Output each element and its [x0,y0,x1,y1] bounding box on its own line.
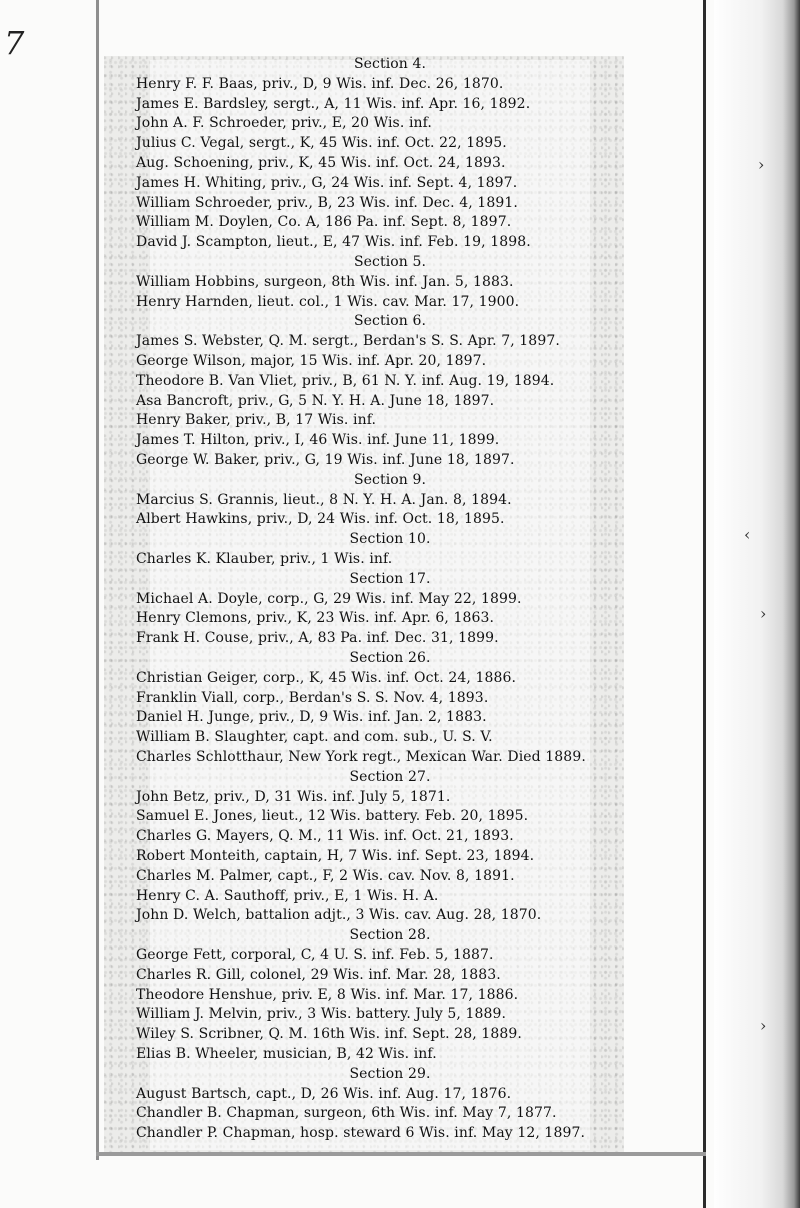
roster-entry: William J. Melvin, priv., 3 Wis. battery. July 5, 1889. [136,1006,507,1023]
roster-entry: Asa Bancroft, priv., G, 5 N. Y. H. A. June 18, 1897. [136,392,495,409]
section-heading: Section 4. [353,56,427,72]
page-number-mark: 7 [4,24,25,62]
section-heading: Section 26. [349,650,431,666]
margin-tick: › [760,1016,767,1035]
roster-entry: William Hobbins, surgeon, 8th Wis. inf. Jan. 5, 1883. [136,273,514,290]
section-heading: Section 10. [349,531,431,548]
margin-tick: › [758,155,765,174]
roster-entry: George Fett, corporal, C, 4 U. S. inf. Feb. 5, 1887. [136,947,494,963]
roster-entry: Wiley S. Scribner, Q. M. 16th Wis. inf. Sept. 28, 1889. [136,1026,522,1043]
right-page-edge [714,0,800,1208]
binding-line [703,0,706,1208]
roster-entry: James H. Whiting, priv., G, 24 Wis. inf. Sept. 4, 1897. [136,174,518,191]
roster-entry: Marcius S. Grannis, lieut., 8 N. Y. H. A. Jan. 8, 1894. [136,491,512,508]
roster-entry: Henry Clemons, priv., K, 23 Wis. inf. Apr. 6, 1863. [136,610,495,627]
roster-entry: Theodore Henshue, priv. E, 8 Wis. inf. Mar. 17, 1886. [136,986,519,1003]
roster-entry: Theodore B. Van Vliet, priv., B, 61 N. Y. inf. Aug. 19, 1894. [136,372,555,389]
roster-entry: John A. F. Schroeder, priv., E, 20 Wis. inf. [136,115,432,132]
roster-entry: James E. Bardsley, sergt., A, 11 Wis. inf. Apr. 16, 1892. [136,95,531,112]
roster-entry: Henry Harnden, lieut. col., 1 Wis. cav. Mar. 17, 1900. [136,293,520,310]
roster-entry: David J. Scampton, lieut., E, 47 Wis. inf. Feb. 19, 1898. [136,234,531,251]
roster-entry: Christian Geiger, corp., K, 45 Wis. inf. Oct. 24, 1886. [136,669,517,686]
section-heading: Section 28. [349,927,431,944]
margin-tick: ‹ [744,525,751,544]
roster-entry: Chandler B. Chapman, surgeon, 6th Wis. inf. May 7, 1877. [136,1105,557,1122]
roster-entry: Charles Schlotthaur, New York regt., Mexican War. Died 1889. [136,749,586,765]
roster-entry: Albert Hawkins, priv., D, 24 Wis. inf. Oct. 18, 1895. [136,511,505,528]
roster-entry: Franklin Viall, corp., Berdan's S. S. Nov. 4, 1893. [136,689,489,706]
roster-entry: Charles G. Mayers, Q. M., 11 Wis. inf. Oct. 21, 1893. [136,828,514,845]
roster-entry: Aug. Schoening, priv., K, 45 Wis. inf. Oct. 24, 1893. [136,155,506,171]
roster-entry: William B. Slaughter, capt. and com. sub., U. S. V. [136,729,493,746]
roster-entry: James T. Hilton, priv., I, 46 Wis. inf. June 11, 1899. [136,432,500,449]
roster-entry: Robert Monteith, captain, H, 7 Wis. inf. Sept. 23, 1894. [136,848,535,864]
roster-entry: Charles R. Gill, colonel, 29 Wis. inf. Mar. 28, 1883. [136,966,501,983]
roster-entry: Daniel H. Junge, priv., D, 9 Wis. inf. Jan. 2, 1883. [136,709,487,726]
bottom-page-edge [96,1152,706,1156]
roster-entry: Elias B. Wheeler, musician, B, 42 Wis. inf. [136,1046,437,1062]
section-heading: Section 5. [353,254,427,270]
roster-entry: John D. Welch, battalion adjt., 3 Wis. cav. Aug. 28, 1870. [136,907,542,924]
roster-entry: Charles M. Palmer, capt., F, 2 Wis. cav. Nov. 8, 1891. [136,867,515,884]
section-heading: Section 17. [349,570,431,587]
roster-entry: Henry Baker, priv., B, 17 Wis. inf. [136,412,377,429]
section-heading: Section 9. [353,471,427,488]
roster-entry: Frank H. Couse, priv., A, 83 Pa. inf. Dec. 31, 1899. [136,630,499,647]
roster-entry: Julius C. Vegal, sergt., K, 45 Wis. inf. Oct. 22, 1895. [136,135,507,152]
roster-entry: George W. Baker, priv., G, 19 Wis. inf. June 18, 1897. [136,452,515,468]
roster-entry: August Bartsch, capt., D, 26 Wis. inf. Aug. 17, 1876. [136,1085,512,1102]
roster-entry: James S. Webster, Q. M. sergt., Berdan's S. S. Apr. 7, 1897. [136,333,560,350]
roster-entry: John Betz, priv., D, 31 Wis. inf. July 5, 1871. [136,788,451,805]
margin-tick: › [760,604,767,623]
roster-entry: William Schroeder, priv., B, 23 Wis. inf. Dec. 4, 1891. [136,194,518,211]
roster-entry: Michael A. Doyle, corp., G, 29 Wis. inf. May 22, 1899. [136,590,522,607]
roster-entry: William M. Doylen, Co. A, 186 Pa. inf. Sept. 8, 1897. [136,214,512,231]
roster-entry: Charles K. Klauber, priv., 1 Wis. inf. [136,551,393,567]
section-heading: Section 6. [353,313,427,330]
section-heading: Section 27. [349,768,431,785]
roster-entry: Samuel E. Jones, lieut., 12 Wis. battery. Feb. 20, 1895. [136,808,529,825]
roster-entry: George Wilson, major, 15 Wis. inf. Apr. 20, 1897. [136,353,487,369]
section-heading: Section 29. [349,1065,431,1082]
roster-entry: Henry C. A. Sauthoff, priv., E, 1 Wis. H. A. [136,887,439,904]
roster-entry: Henry F. F. Baas, priv., D, 9 Wis. inf. Dec. 26, 1870. [136,75,504,92]
roster-entry: Chandler P. Chapman, hosp. steward 6 Wis. inf. May 12, 1897. [136,1125,586,1142]
